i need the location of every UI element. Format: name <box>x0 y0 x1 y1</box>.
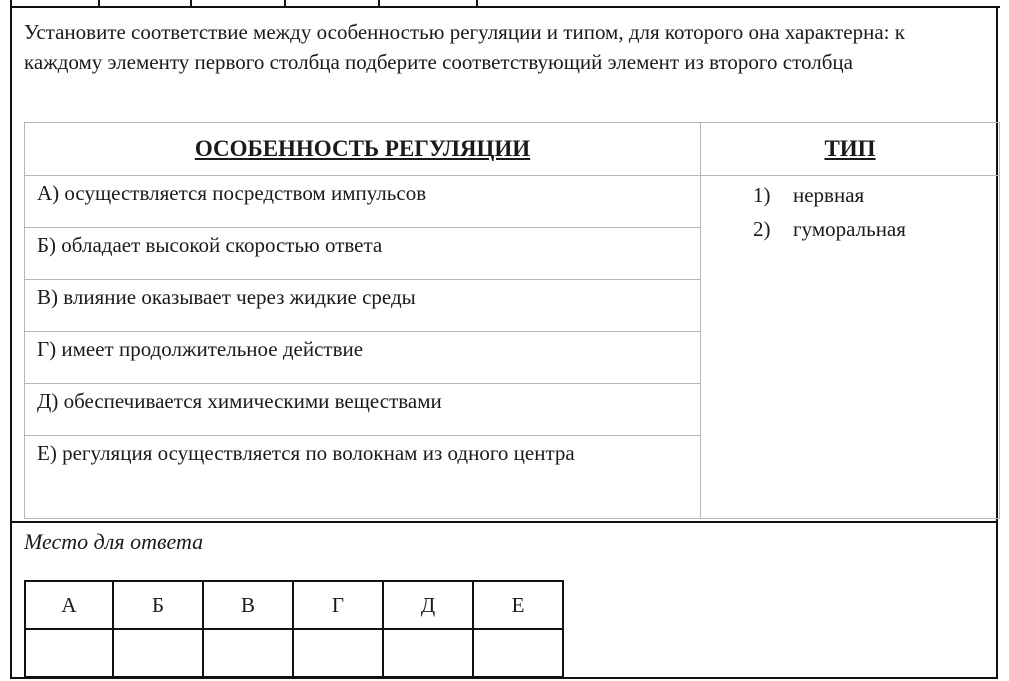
answer-table <box>24 580 564 678</box>
answer-cell-v[interactable] <box>203 629 293 677</box>
answer-letter-g: Г <box>293 581 383 629</box>
answer-letter-b: Б <box>113 581 203 629</box>
answer-input-row <box>25 629 563 677</box>
feature-item-b: Б) обладает высокой скоростью ответа <box>37 233 383 257</box>
answer-cell-b[interactable] <box>113 629 203 677</box>
answer-cell-a[interactable] <box>25 629 113 677</box>
answer-letter-a: А <box>25 581 113 629</box>
type-number: 2) <box>753 217 771 241</box>
answer-letters-row <box>25 581 563 629</box>
feature-item-v: В) влияние оказывает через жидкие среды <box>37 285 416 309</box>
feature-item-a: А) осуществляется посредством импульсов <box>37 181 427 205</box>
feature-column-header: ОСОБЕННОСТЬ РЕГУЛЯЦИИ <box>194 136 531 161</box>
feature-item-g: Г) имеет продолжительное действие <box>37 337 364 361</box>
answer-label: Место для ответа <box>24 529 204 554</box>
type-number: 1) <box>753 183 771 207</box>
answer-cell-d[interactable] <box>383 629 473 677</box>
type-label: нервная <box>793 183 865 207</box>
type-item-2 <box>753 212 906 246</box>
type-list <box>753 178 906 246</box>
answer-letter-v: В <box>203 581 293 629</box>
feature-item-e: Е) регуляция осуществляется по волокнам из одного центра <box>37 441 575 465</box>
type-label: гуморальная <box>793 217 906 241</box>
answer-cell-g[interactable] <box>293 629 383 677</box>
matching-table <box>24 122 1000 519</box>
task-frame <box>10 7 998 679</box>
answer-letter-e: Е <box>473 581 563 629</box>
type-item-1 <box>753 178 906 212</box>
question-text: Установите соответствие между особенностью регуляции и типом, для которого она характерна: к каждому элементу первого столбца подберите соответствующий элемент из второго столбца <box>24 20 905 74</box>
type-column-header: ТИП <box>824 136 876 161</box>
answer-letter-d: Д <box>383 581 473 629</box>
feature-item-d: Д) обеспечивается химическими веществами <box>37 389 442 413</box>
answer-cell-e[interactable] <box>473 629 563 677</box>
